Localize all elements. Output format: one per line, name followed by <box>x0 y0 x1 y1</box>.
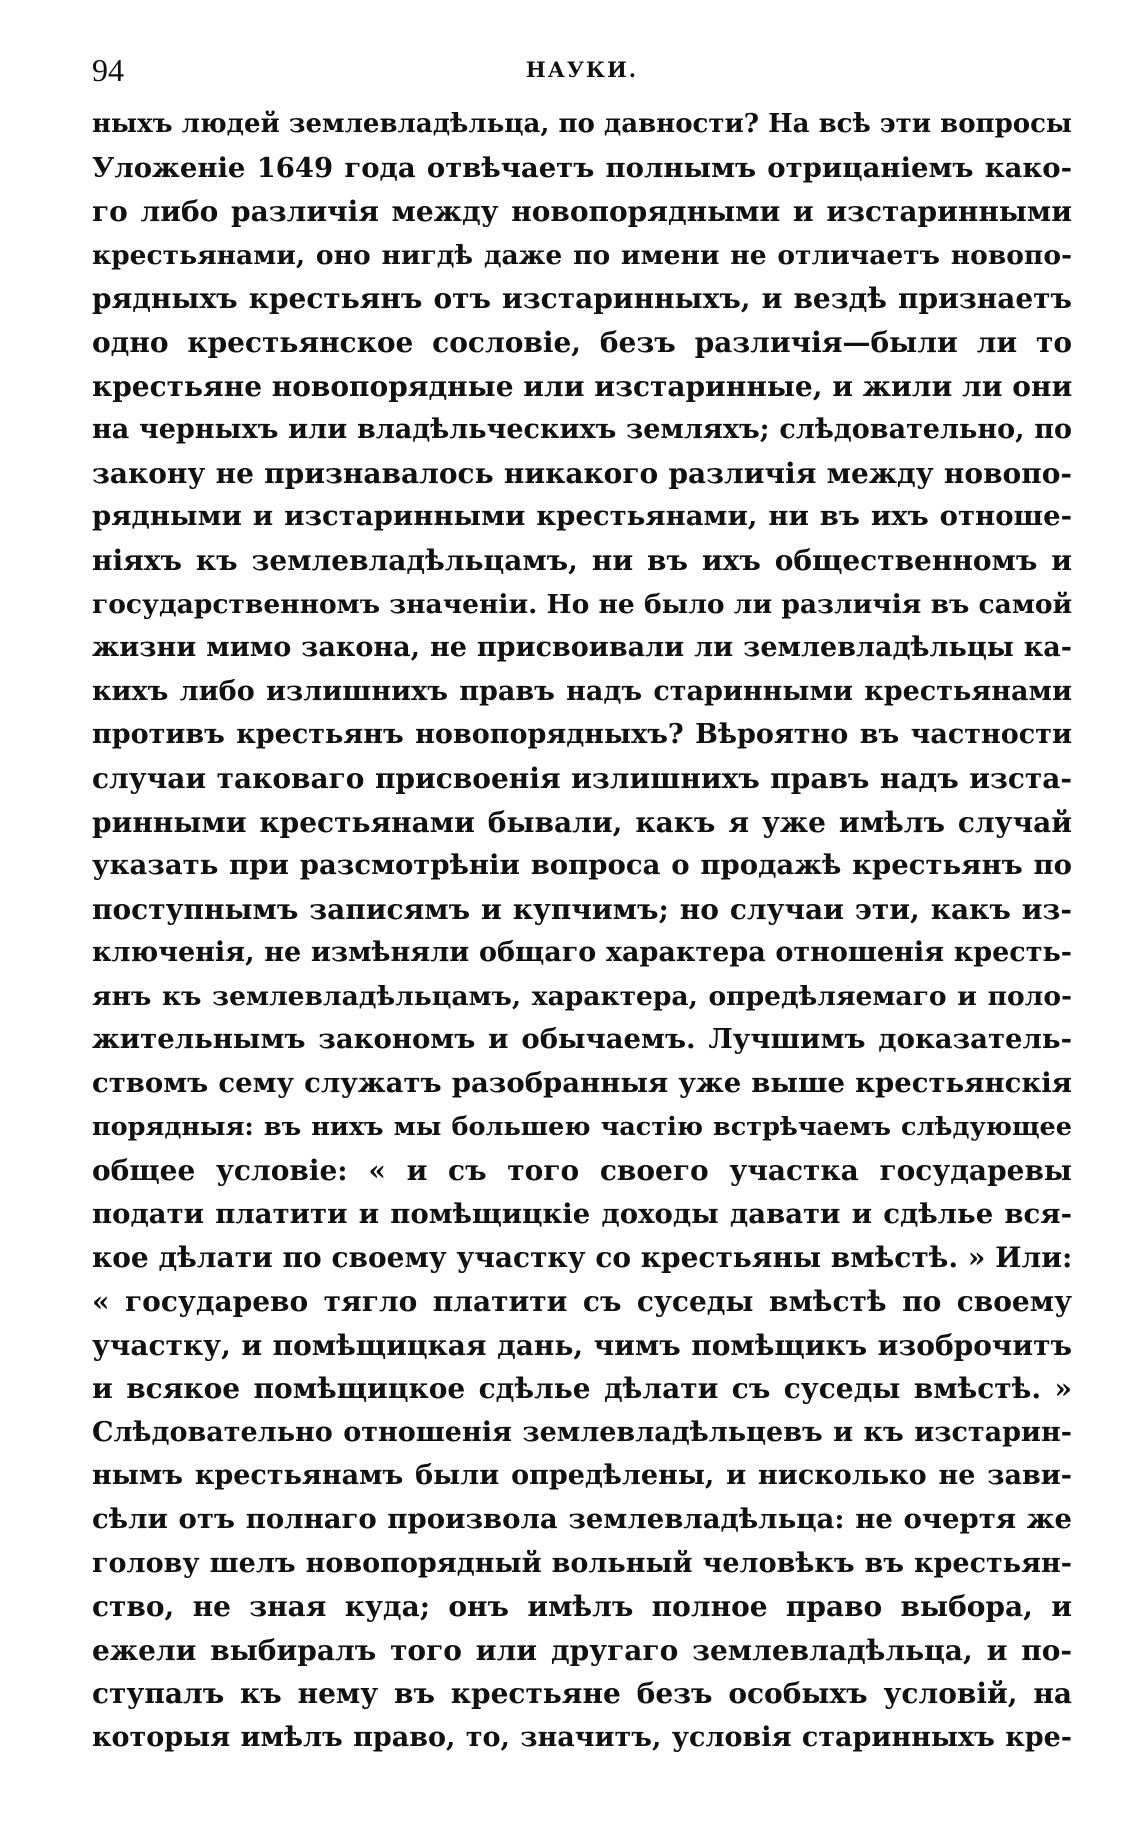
text-line: рядныхъ крестьянъ отъ изстаринныхъ, и вездѣ признаетъ <box>92 282 1072 316</box>
text-line: порядныя: въ нихъ мы большею частію встрѣчаемъ слѣдующее <box>92 1111 1072 1142</box>
text-line: подати платити и помѣщицкіе доходы давати и сдѣлье вся- <box>92 1197 1072 1230</box>
text-line: крестьянами, оно нигдѣ даже по имени не отличаетъ новопо- <box>92 239 1072 271</box>
text-line: жительнымъ закономъ и обычаемъ. Лучшимъ доказатель- <box>92 1023 1072 1056</box>
text-line: которыя имѣлъ право, то, значитъ, условія старинныхъ кре- <box>92 1721 1072 1753</box>
text-line: государственномъ значеніи. Но не было ли различія въ самой <box>92 588 1072 620</box>
text-line: ключенія, не измѣняли общаго характера отношенія кресть- <box>92 937 1072 969</box>
text-line: рядными и изстаринными крестьянами, ни въ ихъ отноше- <box>92 500 1072 533</box>
body-text <box>92 103 1072 1760</box>
text-line: го либо различія между новопорядными и изстаринными <box>92 195 1072 229</box>
text-line: голову шелъ новопорядный вольный человѣкъ въ крестьян- <box>92 1547 1072 1579</box>
text-line: ство, не зная куда; онъ имѣлъ полное право выбора, и <box>92 1590 1072 1624</box>
page-number: 94 <box>92 52 124 88</box>
text-line: закону не признавалось никакого различія между новопо- <box>92 456 1072 490</box>
text-line: нымъ крестьянамъ были опредѣлены, и нисколько не зави- <box>92 1460 1072 1492</box>
running-head <box>92 50 1072 90</box>
text-line: сѣли отъ полнаго произвола землевладѣльца: не очертя же <box>92 1503 1072 1535</box>
text-line: ежели выбиралъ того или другаго землевладѣльца, и по- <box>92 1633 1072 1667</box>
section-title: НАУКИ. <box>525 57 639 82</box>
text-line: янъ къ землевладѣльцамъ, характера, опредѣляемаго и поло- <box>92 980 1072 1012</box>
text-line: общее условіе: « и съ того своего участка государевы <box>92 1154 1072 1188</box>
text-line: крестьяне новопорядные или изстаринные, и жили ли они <box>92 369 1072 403</box>
text-line: « государево тягло платити съ суседы вмѣстѣ по своему <box>92 1285 1072 1319</box>
text-line: жизни мимо закона, не присвоивали ли землевладѣльцы ка- <box>92 632 1072 664</box>
text-line: ныхъ людей землевладѣльца, по давности? На всѣ эти вопросы <box>92 109 1072 139</box>
text-line: и всякое помѣщицкое сдѣлье дѣлати съ суседы вмѣстѣ. » <box>92 1372 1072 1406</box>
text-line: кое дѣлати по своему участку со крестьяны вмѣстѣ. » Или: <box>92 1241 1072 1275</box>
text-line: указать при разсмотрѣніи вопроса о продажѣ крестьянъ по <box>92 849 1072 882</box>
text-line: ствомъ сему служатъ разобранныя уже выше крестьянскія <box>92 1067 1072 1100</box>
text-line: ступалъ къ нему въ крестьяне безъ особыхъ условій, на <box>92 1677 1072 1711</box>
text-line: кихъ либо излишнихъ правъ надъ старинными крестьянами <box>92 675 1072 707</box>
text-line: ніяхъ къ землевладѣльцамъ, ни въ ихъ общественномъ и <box>92 543 1072 577</box>
text-line: на черныхъ или владѣльческихъ земляхъ; слѣдовательно, по <box>92 414 1072 446</box>
text-line: поступнымъ записямъ и купчимъ; но случаи эти, какъ из- <box>92 892 1072 926</box>
text-line: ринными крестьянами бывали, какъ я уже имѣлъ случай <box>92 805 1072 839</box>
text-line: участку, и помѣщицкая дань, чимъ помѣщикъ изоброчитъ <box>92 1328 1072 1362</box>
text-line: случаи таковаго присвоенія излишнихъ правъ надъ изста- <box>92 761 1072 795</box>
text-line: противъ крестьянъ новопорядныхъ? Вѣроятно въ частности <box>92 719 1072 751</box>
text-line: Слѣдовательно отношенія землевладѣльцевъ и къ изстарин- <box>92 1416 1072 1448</box>
text-line: Уложеніе 1649 года отвѣчаетъ полнымъ отрицаніемъ како- <box>92 151 1072 184</box>
text-line: одно крестьянское сословіе, безъ различія—были ли то <box>92 325 1072 359</box>
